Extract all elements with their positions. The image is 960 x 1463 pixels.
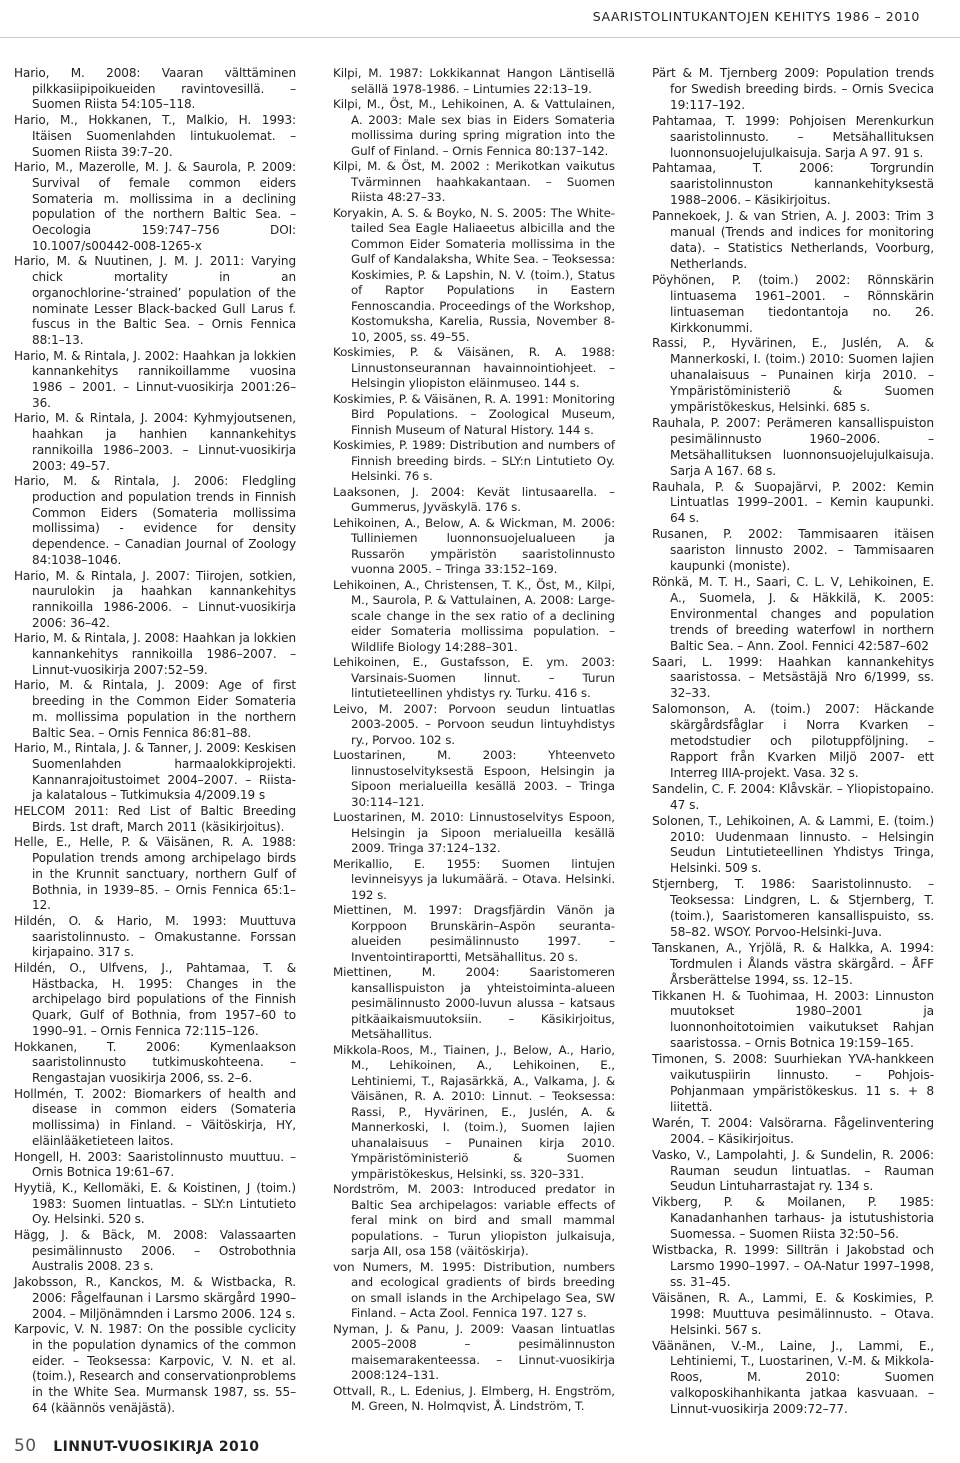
reference-entry: Hario, M., Mazerolle, M. J. & Saurola, P. 2009: Survival of female common eiders Somateria m. mollissima in a declining population of the northern Baltic Sea. – Oecologia 159:747–756 DOI: 10.1007/s00442-008-1265-x — [14, 160, 296, 253]
reference-entry: Väänänen, V.-M., Laine, J., Lammi, E., Lehtiniemi, T., Luostarinen, V.-M. & Mikkola-Roos, M. 2010: Suomen valkoposkihanhikanta jatkaa kasvuaan. – Linnut-vuosikirja 2009:72–77. — [652, 1338, 934, 1417]
reference-entry: Luostarinen, M. 2003: Yhteenveto linnustoselvityksestä Espoon, Helsingin ja Sipoon merialueilla kesällä 2003. – Tringa 30:114–121. — [333, 748, 615, 809]
reference-entry: Rauhala, P. 2007: Perämeren kansallispuiston pesimälinnusto 1960–2006. – Metsähallituksen luonnonsuojelujulkaisuja. Sarja A 167. 68 s. — [652, 415, 934, 478]
reference-entry: Pöyhönen, P. (toim.) 2002: Rönnskärin lintuasema 1961–2001. – Rönnskärin lintuaseman tiedontantoja no. 26. Kirkkonummi. — [652, 272, 934, 335]
reference-entry: Sandelin, C. F. 2004: Klåvskär. – Yliopistopaino. 47 s. — [652, 781, 934, 812]
running-head: SAARISTOLINTUKANTOJEN KEHITYS 1986 – 2010 — [592, 9, 920, 24]
reference-entry: Stjernberg, T. 1986: Saaristolinnusto. – Teoksessa: Lindgren, L. & Stjernberg, T. (toim.), Saaristomeren kansallispuisto, ss. 58–82. WSOY. Porvoo-Helsinki-Juva. — [652, 877, 934, 939]
reference-entry: Hario, M. & Rintala, J. 2009: Age of first breeding in the Common Eider Somateria m. mollissima population in the northern Baltic Sea. – Ornis Fennica 86:81–88. — [14, 678, 296, 740]
reference-entry: Hario, M. & Rintala, J. 2002: Haahkan ja lokkien kannankehitys rannikoillamme vuosina 1986 – 2001. – Linnut-vuosikirja 2001:26–36. — [14, 348, 296, 410]
reference-entry: Miettinen, M. 1997: Dragsfjärdin Vänön ja Korppoon Brunskärin–Aspön seuranta-alueiden pesimälinnusto 1997. – Inventointiraportti, Metsähallitus. 20 s. — [333, 903, 615, 964]
reference-entry: Kilpi, M. 1987: Lokkikannat Hangon Läntisellä selällä 1978-1986. – Lintumies 22:13–19. — [333, 66, 615, 96]
reference-entry: Solonen, T., Lehikoinen, A. & Lammi, E. (toim.) 2010: Uudenmaan linnusto. – Helsingin Seudun Lintutieteellinen Yhdistys Tringa, Helsinki. 509 s. — [652, 813, 934, 876]
reference-entry: Kilpi, M. & Öst, M. 2002 : Merikotkan vaikutus Tvärminnen haahkakantaan. – Suomen Riista 48:27–33. — [333, 159, 615, 204]
reference-entry: Vikberg, P. & Moilanen, P. 1985: Kanadanhanhen tarhaus- ja istutushistoria Suomessa. – Suomen Riista 32:50–56. — [652, 1195, 934, 1242]
reference-entry: Väisänen, R. A., Lammi, E. & Koskimies, P. 1998: Muuttuva pesimälinnusto. – Otava. Helsinki. 567 s. — [652, 1290, 934, 1337]
reference-entry: Hario, M. & Rintala, J. 2006: Fledgling production and population trends in Finnish Common Eiders (Somateria mollissima mollissima) - evidence for density dependence. – Canadian Journal of Zoology 84:1038–1046. — [14, 474, 296, 567]
reference-entry: Lehikoinen, E., Gustafsson, E. ym. 2003: Varsinais-Suomen linnut. – Turun lintutieteellinen yhdistys ry. Turku. 416 s. — [333, 655, 615, 700]
reference-entry: Hägg, J. & Bäck, M. 2008: Valassaarten pesimälinnusto 2006. – Ostrobothnia Australis 2008. 23 s. — [14, 1228, 296, 1274]
reference-entry: Luostarinen, M. 2010: Linnustoselvitys Espoon, Helsingin ja Sipoon merialueilla kesällä 2009. Tringa 37:124–132. — [333, 810, 615, 855]
reference-entry: Rönkä, M. T. H., Saari, C. L. V, Lehikoinen, E. A., Suomela, J. & Häkkilä, K. 2005: Environmental changes and population trends of breeding waterfowl in northern Baltic Sea. – Ann. Zool. Fennici 42:587–602 — [652, 575, 934, 653]
reference-entry: Hildén, O. & Hario, M. 1993: Muuttuva saaristolinnusto. – Omakustanne. Forssan kirjapaino. 317 s. — [14, 913, 296, 960]
reference-entry: von Numers, M. 1995: Distribution, numbers and ecological gradients of birds breeding on small islands in the Archipelago Sea, SW Finland. – Acta Zool. Fennica 197. 127 s. — [333, 1259, 615, 1320]
reference-entry: Vasko, V., Lampolahti, J. & Sundelin, R. 2006: Rauman seudun lintuatlas. – Rauman Seudun Lintuharrastajat ry. 134 s. — [652, 1147, 934, 1194]
reference-entry: Koskimies, P. & Väisänen, R. A. 1991: Monitoring Bird Populations. – Zoological Museum, Finnish Museum of Natural History. 144 s. — [333, 391, 615, 437]
reference-entry: Merikallio, E. 1955: Suomen lintujen levinneisyys ja lukumäärä. – Otava. Helsinki. 192 s. — [333, 856, 615, 902]
reference-entry: Hongell, H. 2003: Saaristolinnusto muuttuu. – Ornis Botnica 19:61–67. — [14, 1149, 296, 1180]
reference-entry: Tikkanen H. & Tuohimaa, H. 2003: Linnuston muutokset 1980–2001 ja luonnonhoitotoimien vaikutukset Rahjan saaristossa. – Ornis Botnica 19:159–165. — [652, 988, 934, 1051]
reference-entry: Rusanen, P. 2002: Tammisaaren itäisen saariston linnusto 2002. – Tammisaaren kaupunki (moniste). — [652, 527, 934, 574]
journal-name: LINNUT-VUOSIKIRJA 2010 — [53, 1439, 260, 1455]
reference-entry: Hokkanen, T. 2006: Kymenlaakson saaristolinnusto tutkimuskohteena. – Rengastajan vuosikirja 2006, ss. 2–6. — [14, 1039, 296, 1085]
reference-entry: Wistbacka, R. 1999: Sillträn i Jakobstad och Larsmo 1990–1997. – OA-Natur 1997–1998, ss. 31–45. — [652, 1243, 934, 1289]
reference-entry: Hario, M. & Rintala, J. 2008: Haahkan ja lokkien kannankehitys rannikoilla 1986–2007. – Linnut-vuosikirja 2007:52–59. — [14, 631, 296, 677]
reference-entry: Helle, E., Helle, P. & Väisänen, R. A. 1988: Population trends among archipelago birds in the Krunnit sanctuary, northern Gulf of Bothnia, in 1939–85. – Ornis Fennica 65:1–12. — [14, 835, 296, 913]
reference-entry: Kilpi, M., Öst, M., Lehikoinen, A. & Vattulainen, A. 2003: Male sex bias in Eiders Somateria mollissima during spring migration into the Gulf of Finland. – Ornis Fennica 80:137–142. — [333, 97, 615, 158]
reference-entry: HELCOM 2011: Red List of Baltic Breeding Birds. 1st draft, March 2011 (käsikirjoitus). — [14, 804, 296, 834]
reference-entry: Pärt & M. Tjernberg 2009: Population trends for Swedish breeding birds. – Ornis Svecica 19:117–192. — [652, 66, 934, 112]
reference-entry: Miettinen, M. 2004: Saaristomeren kansallispuiston ja yhteistoiminta-alueen pesimälinnusto 2000-luvun alussa – katsaus pitkäaikaismuutoksiin. – Käsikirjoitus, Metsähallitus. — [333, 965, 615, 1041]
reference-entry: Hario, M., Hokkanen, T., Malkio, H. 1993: Itäisen Suomenlahden lintukuolemat. – Suomen Riista 39:7–20. — [14, 113, 296, 159]
reference-entry: Leivo, M. 2007: Porvoon seudun lintuatlas 2003-2005. – Porvoon seudun lintuyhdistys ry., Porvoo. 102 s. — [333, 701, 615, 747]
reference-entry: Rassi, P., Hyvärinen, E., Juslén, A. & Mannerkoski, I. (toim.) 2010: Suomen lajien uhanalaisuus – Punainen kirja 2010. – Ympäristöministeriö & Suomen ympäristökeskus, Helsinki. 685 s. — [652, 336, 934, 415]
reference-entry: Koskimies, P. & Väisänen, R. A. 1988: Linnustonseurannan havainnointiohjeet. – Helsingin yliopiston eläinmuseo. 144 s. — [333, 345, 615, 390]
reference-entry: Nordström, M. 2003: Introduced predator in Baltic Sea archipelagos: variable effects of feral mink on bird and small mammal populations. – Turun yliopiston julkaisuja, sarja AII, osa 158 (väitöskirja). — [333, 1182, 615, 1258]
reference-entry: Nyman, J. & Panu, J. 2009: Vaasan lintuatlas 2005–2008 – pesimälinnuston maisemarakenteessa. – Linnut-vuosikirja 2008:124–131. — [333, 1321, 615, 1382]
reference-entry: Timonen, S. 2008: Suurhiekan YVA-hankkeen vaikutuspiirin linnusto. – Pohjois-Pohjanmaan ympäristökeskus. 11 s. + 8 liitettä. — [652, 1052, 934, 1114]
reference-entry: Pannekoek, J. & van Strien, A. J. 2003: Trim 3 manual (Trends and indices for monitoring data). – Statistics Netherlands, Voorburg, Netherlands. — [652, 209, 934, 271]
reference-entry: Hario, M. & Nuutinen, J. M. J. 2011: Varying chick mortality in an organochlorine-‘strained’ population of the nominate Lesser Black-backed Gull Larus f. fuscus in the Baltic Sea. – Ornis Fennica 88:1–13. — [14, 254, 296, 347]
reference-entry: Hario, M. & Rintala, J. 2004: Kyhmyjoutsenen, haahkan ja hanhien kannankehitys rannikoilla 1986–2003. – Linnut-vuosikirja 2003: 49–57. — [14, 411, 296, 473]
reference-entry: Hario, M. 2008: Vaaran välttäminen pilkkasiipipoikueiden ravintovesillä. – Suomen Riista 54:105–118. — [14, 66, 296, 112]
reference-entry: Saari, L. 1999: Haahkan kannankehitys saaristossa. – Metsästäjä Nro 6/1999, ss. 32–33. — [652, 654, 934, 701]
reference-entry: Jakobsson, R., Kanckos, M. & Wistbacka, R. 2006: Fågelfaunan i Larsmo skärgård 1990–2004. – Miljönämnden i Larsmo 2006. 124 s. — [14, 1275, 296, 1321]
page-number: 50 — [14, 1436, 37, 1456]
reference-entry: Warén, T. 2004: Valsörarna. Fågelinventering 2004. – Käsikirjoitus. — [652, 1115, 934, 1146]
reference-entry: Koryakin, A. S. & Boyko, N. S. 2005: The White-tailed Sea Eagle Haliaeetus albicilla and the Common Eider Somateria mollissima in the Gulf of Kandalaksha, White Sea. – Teoksessa: Koskimies, P. & Lapshin, N. V. (toim.), Status of Raptor Populations in Eastern Fennoscandia. Proceedings of the Workshop, Kostomuksha, Karelia, Russia, November 8-10, 2005, ss. 49–55. — [333, 205, 615, 344]
reference-entry: Karpovic, V. N. 1987: On the possible cyclicity in the population dynamics of the common eider. – Teoksessa: Karpovic, V. N. et al. (toim.), Research and conservationproblems in the White Sea. Murmansk 1987, ss. 55–64 (käännös venäjästä). — [14, 1322, 296, 1415]
reference-entry: Koskimies, P. 1989: Distribution and numbers of Finnish breeding birds. – SLY:n Lintutieto Oy. Helsinki. 76 s. — [333, 438, 615, 483]
reference-entry: Hyytiä, K., Kellomäki, E. & Koistinen, J (toim.) 1983: Suomen lintuatlas. – SLY:n Lintutieto Oy. Helsinki. 520 s. — [14, 1180, 296, 1227]
reference-entry: Hollmén, T. 2002: Biomarkers of health and disease in common eiders (Somateria mollissima) in Finland. – Väitöskirja, HY, eläinlääketieteen laitos. — [14, 1086, 296, 1148]
page-footer — [14, 1436, 259, 1456]
reference-column-3 — [652, 66, 934, 1418]
reference-entry: Pahtamaa, T. 1999: Pohjoisen Merenkurkun saaristolinnusto. – Metsähallituksen luonnonsuojelujulkaisuja. Sarja A 97. 91 s. — [652, 113, 934, 160]
reference-entry: Lehikoinen, A., Christensen, T. K., Öst, M., Kilpi, M., Saurola, P. & Vattulainen, A. 2008: Large-scale change in the sex ratio of a declining eider Somateria mollissima population. – Wildlife Biology 14:288–301. — [333, 577, 615, 654]
reference-entry: Ottvall, R., L. Edenius, J. Elmberg, H. Engström, M. Green, N. Holmqvist, Å. Lindström, T. — [333, 1383, 615, 1413]
reference-entry: Rauhala, P. & Suopajärvi, P. 2002: Kemin Lintuatlas 1999–2001. – Kemin kaupunki. 64 s. — [652, 479, 934, 526]
reference-entry: Hario, M. & Rintala, J. 2007: Tiirojen, sotkien, naurulokin ja haahkan kannankehitys rannikoilla 1986-2006. – Linnut-vuosikirja 2006: 36–42. — [14, 568, 296, 630]
reference-entry: Hario, M., Rintala, J. & Tanner, J. 2009: Keskisen Suomenlahden harmaalokkiprojekti. Kannanrajoitustoimet 2004–2007. – Riista- ja kalatalous – Tutkimuksia 4/2009.19 s — [14, 741, 296, 803]
reference-entry: Tanskanen, A., Yrjölä, R. & Halkka, A. 1994: Tordmulen i Ålands västra skärgård. – ÅFF Årsberättelse 1994, ss. 12–15. — [652, 940, 934, 987]
reference-column-2 — [333, 66, 615, 1415]
reference-entry: Mikkola-Roos, M., Tiainen, J., Below, A., Hario, M., Lehikoinen, A., Lehikoinen, E., Lehtiniemi, T., Rajasärkkä, A., Valkama, J. & Väisänen, R. A. 2010: Linnut. – Teoksessa: Rassi, P., Hyvärinen, E., Juslén, A. & Mannerkoski, I. (toim.), Suomen lajien uhanalaisuus – Punainen kirja 2010. Ympäristöministeriö & Suomen ympäristökeskus, Helsinki, ss. 320–331. — [333, 1042, 615, 1181]
reference-entry: Lehikoinen, A., Below, A. & Wickman, M. 2006: Tulliniemen luonnonsuojelualueen ja Russarön ympäristön saaristolinnusto vuonna 2005. – Tringa 33:152–169. — [333, 515, 615, 576]
reference-entry: Pahtamaa, T. 2006: Torgrundin saaristolinnuston kannankehityksestä 1988–2006. – Käsikirjoitus. — [652, 161, 934, 208]
reference-entry: Laaksonen, J. 2004: Kevät lintusaarella. – Gummerus, Jyväskylä. 176 s. — [333, 484, 615, 514]
reference-entry: Salomonson, A. (toim.) 2007: Häckande skärgårdsfåglar i Norra Kvarken – metodstudier och pilotuppföljning. – Rapport från Kvarken Miljö 2007- ett Interreg IIIA-projekt. Vasa. 32 s. — [652, 702, 934, 780]
reference-entry: Hildén, O., Ulfvens, J., Pahtamaa, T. & Hästbacka, H. 1995: Changes in the archipelago bird populations of the Finnish Quark, Gulf of Bothnia, from 1957–60 to 1990–91. – Ornis Fennica 72:115–126. — [14, 961, 296, 1038]
reference-column-1 — [14, 66, 296, 1416]
